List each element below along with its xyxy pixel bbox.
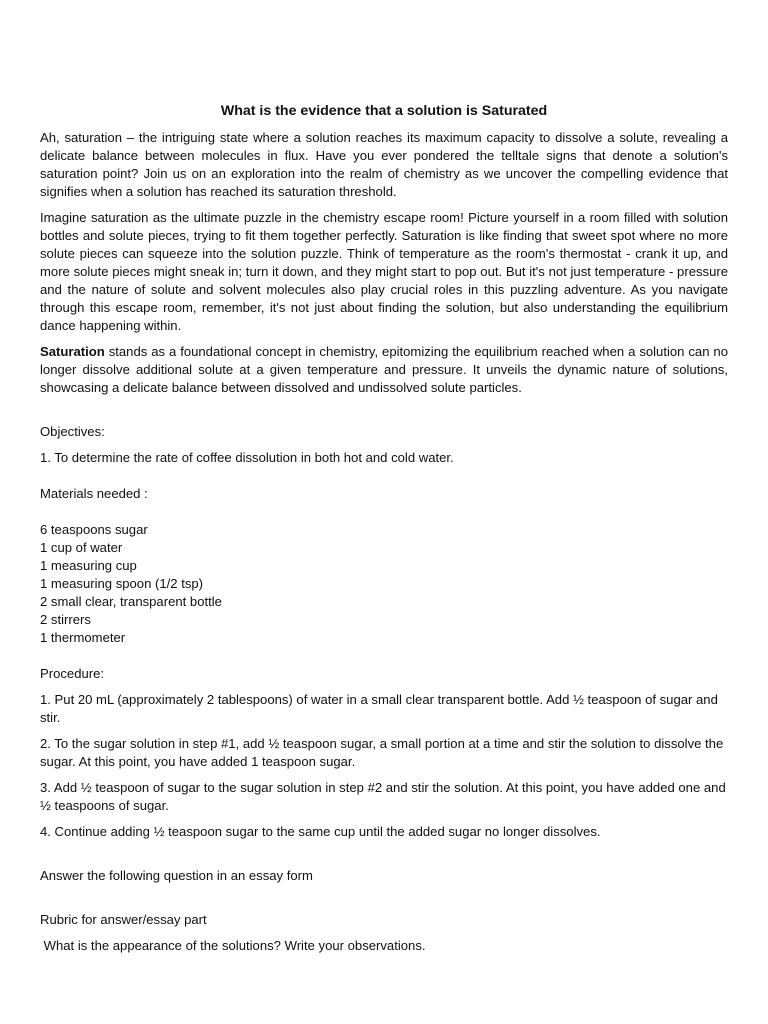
- definition-text: stands as a foundational concept in chemistry, epitomizing the equilibrium reached when a solution can no longer dissolve additional solute at a given temperature and pressure. It unveils the dynamic nature of solutions, showcasing a delicate balance between dissolved and undissolved solute particles.: [40, 344, 728, 395]
- document-page: [40, 101, 728, 955]
- materials-heading: Materials needed :: [40, 486, 148, 501]
- intro-paragraph-1: Ah, saturation – the intriguing state where a solution reaches its maximum capacity to dissolve a solute, revealing a delicate balance between molecules in flux. Have you ever pondered the telltale signs that denote a solution's saturation point? Join us on an exploration into the realm of chemistry as we uncover the compelling evidence that signifies when a solution has reached its saturation threshold.: [40, 130, 728, 199]
- procedure-step-2: 2. To the sugar solution in step #1, add ½ teaspoon sugar, a small portion at a time and stir the solution to dissolve the sugar. At this point, you have added 1 teaspoon sugar.: [40, 736, 724, 769]
- essay-instruction: Answer the following question in an essay form: [40, 868, 313, 883]
- procedure-heading: Procedure:: [40, 666, 105, 681]
- material-item: 1 measuring spoon (1/2 tsp): [40, 576, 204, 591]
- essay-question: What is the appearance of the solutions? Write your observations.: [40, 938, 426, 953]
- intro-paragraph-2: Imagine saturation as the ultimate puzzle in the chemistry escape room! Picture yourself in a room filled with solution bottles and solute pieces, trying to fit them together perfectly. Saturation is like finding that sweet spot where no more solute pieces can squeeze into the solution puzzle. Think of temperature as the room's thermostat - crank it up, and more solute pieces might sneak in; turn it down, and they might start to pop out. But it's not just temperature - pressure and the nature of solute and solvent molecules also play crucial roles in this puzzling adventure. As you navigate through this escape room, remember, it's not just about finding the solution, but also understanding the equilibrium dance happening within.: [40, 210, 728, 333]
- material-item: 1 cup of water: [40, 540, 123, 555]
- document-title: What is the evidence that a solution is Saturated: [220, 103, 548, 119]
- material-item: 2 stirrers: [40, 612, 91, 627]
- objective-item: 1. To determine the rate of coffee dissolution in both hot and cold water.: [40, 450, 454, 465]
- rubric-heading: Rubric for answer/essay part: [40, 912, 207, 927]
- definition-paragraph: [40, 343, 728, 397]
- procedure-step-4: 4. Continue adding ½ teaspoon sugar to the same cup until the added sugar no longer dissolves.: [40, 824, 601, 839]
- definition-term: Saturation: [40, 344, 105, 359]
- procedure-step-3: 3. Add ½ teaspoon of sugar to the sugar solution in step #2 and stir the solution. At this point, you have added one and ½ teaspoons of sugar.: [40, 780, 726, 813]
- objectives-heading: Objectives:: [40, 424, 105, 439]
- material-item: 1 measuring cup: [40, 558, 137, 573]
- material-item: 1 thermometer: [40, 630, 126, 645]
- materials-list: [40, 521, 728, 647]
- material-item: 2 small clear, transparent bottle: [40, 594, 222, 609]
- material-item: 6 teaspoons sugar: [40, 522, 148, 537]
- procedure-step-1: 1. Put 20 mL (approximately 2 tablespoons) of water in a small clear transparent bottle. Add ½ teaspoon of sugar and stir.: [40, 692, 718, 725]
